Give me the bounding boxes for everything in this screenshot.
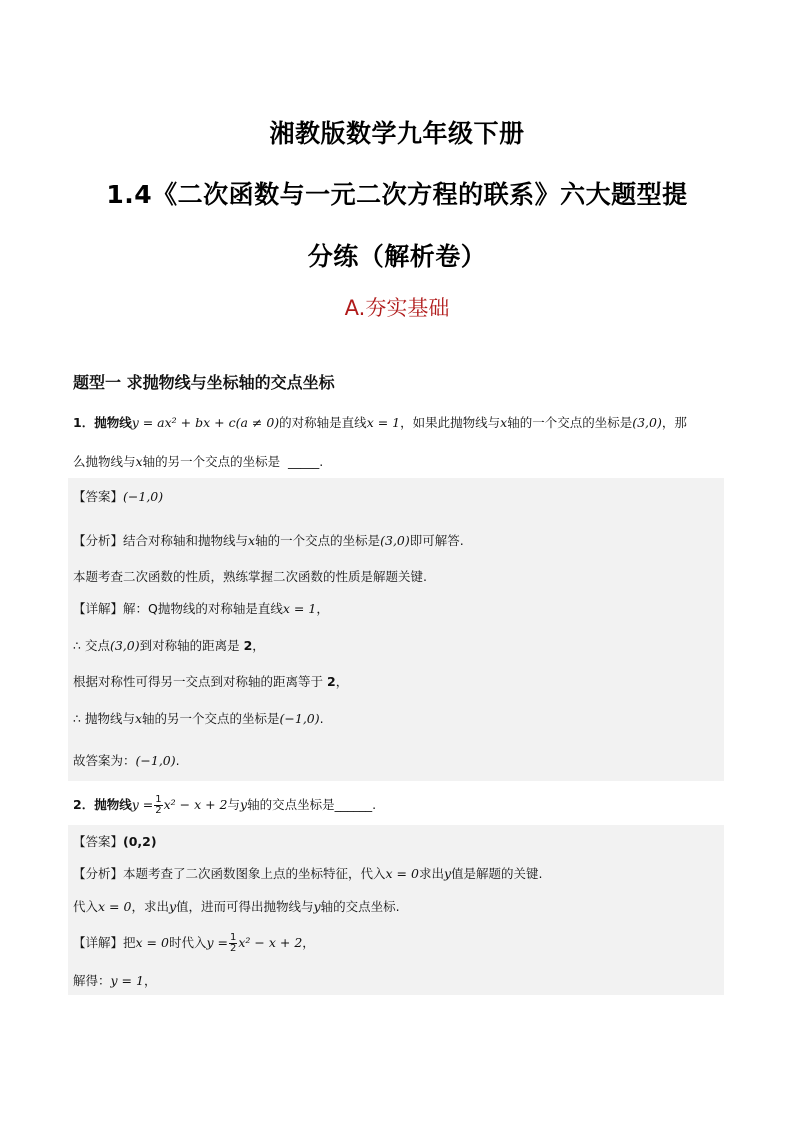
- q2-detail: 【详解】把x = 0时代入y = $\frac{1}{2}$ x² − x + 2，: [73, 932, 315, 954]
- title-line-3: 分练（解析卷）: [307, 242, 487, 271]
- q1-stem-line1: 1．抛物线y = ax² + bx + c(a ≠ 0)的对称轴是直线x = 1，如果此抛物线与x轴的一个交点的坐标是(3,0)，那: [73, 415, 687, 430]
- title-line-2: 1.4《二次函数与一元二次方程的联系》六大题型提: [106, 180, 688, 209]
- title-line-1: 湘教版数学九年级下册: [269, 119, 525, 148]
- subtitle: A.夯实基础: [344, 296, 450, 320]
- section-title: 题型一 求抛物线与坐标轴的交点坐标: [73, 373, 335, 392]
- q2-analysis-line2: 代入x = 0，求出y值，进而可得出抛物线与y轴的交点坐标.: [73, 899, 400, 914]
- q1-step2: ∴ 交点(3,0)到对称轴的距离是 2，: [73, 638, 265, 653]
- q1-analysis: 【分析】结合对称轴和抛物线与x轴的一个交点的坐标是(3,0)即可解答.: [73, 533, 464, 548]
- q1-analysis-line2: 本题考查二次函数的性质，熟练掌握二次函数的性质是解题关键.: [73, 569, 427, 584]
- q2-analysis: 【分析】本题考查了二次函数图象上点的坐标特征，代入x = 0求出y值是解题的关键.: [73, 866, 543, 881]
- q1-final-answer: 故答案为：(−1,0).: [73, 753, 180, 768]
- answer-blank: ______: [334, 797, 373, 812]
- q1-answer: 【答案】(−1,0): [73, 489, 164, 504]
- q2-solve: 解得：y = 1，: [73, 973, 157, 988]
- answer-blank: _____: [288, 454, 320, 469]
- q1-step4: ∴ 抛物线与x轴的另一个交点的坐标是(−1,0).: [73, 711, 324, 726]
- q1-solution-block: [68, 478, 724, 781]
- q2-stem: 2．抛物线y = $\frac{1}{2}$ x² − x + 2与y轴的交点坐标是______.: [73, 794, 377, 816]
- q1-detail: 【详解】解：Q抛物线的对称轴是直线x = 1，: [73, 601, 329, 616]
- fraction: $\frac{1}{2}$: [230, 932, 237, 954]
- q2-answer: 【答案】(0,2): [73, 834, 157, 849]
- q1-stem-line2: 么抛物线与x轴的另一个交点的坐标是 _____.: [73, 454, 324, 469]
- fraction: $\frac{1}{2}$: [155, 794, 162, 816]
- q1-step3: 根据对称性可得另一交点到对称轴的距离等于 2，: [73, 674, 349, 689]
